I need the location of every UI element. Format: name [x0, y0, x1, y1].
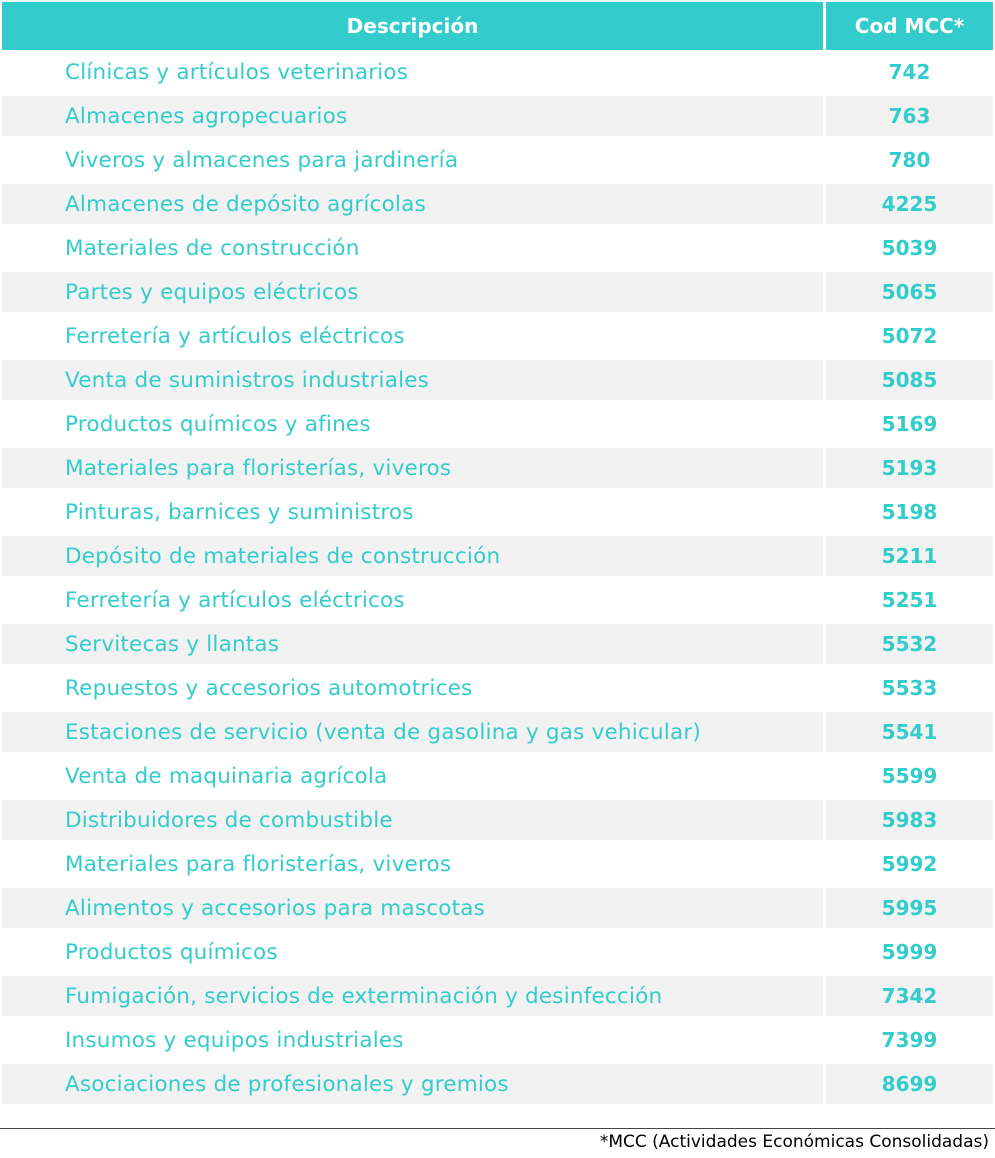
mcc-table	[2, 2, 993, 1108]
footnote: *MCC (Actividades Económicas Consolidadas)	[599, 1132, 989, 1152]
row-description: Materiales de construcción	[2, 228, 826, 272]
row-description: Clínicas y artículos veterinarios	[2, 52, 826, 96]
row-code: 4225	[826, 184, 993, 228]
row-description: Asociaciones de profesionales y gremios	[2, 1064, 826, 1108]
row-code: 5072	[826, 316, 993, 360]
footer-divider	[0, 1128, 995, 1129]
row-code: 763	[826, 96, 993, 140]
table-row	[2, 272, 993, 316]
table-row	[2, 404, 993, 448]
table-row	[2, 624, 993, 668]
row-code: 742	[826, 52, 993, 96]
row-code: 5533	[826, 668, 993, 712]
table-row	[2, 184, 993, 228]
row-code: 5085	[826, 360, 993, 404]
row-code: 5983	[826, 800, 993, 844]
table-row	[2, 448, 993, 492]
row-description: Estaciones de servicio (venta de gasolina y gas vehicular)	[2, 712, 826, 756]
row-description: Servitecas y llantas	[2, 624, 826, 668]
table-row	[2, 712, 993, 756]
table-row	[2, 580, 993, 624]
row-code: 5193	[826, 448, 993, 492]
table-row	[2, 800, 993, 844]
header-code: Cod MCC*	[826, 2, 993, 52]
row-code: 5169	[826, 404, 993, 448]
row-description: Ferretería y artículos eléctricos	[2, 580, 826, 624]
table-row	[2, 52, 993, 96]
table-row	[2, 756, 993, 800]
header-description: Descripción	[2, 2, 826, 52]
table-row	[2, 360, 993, 404]
row-description: Fumigación, servicios de exterminación y desinfección	[2, 976, 826, 1020]
row-code: 8699	[826, 1064, 993, 1108]
row-description: Insumos y equipos industriales	[2, 1020, 826, 1064]
row-description: Venta de maquinaria agrícola	[2, 756, 826, 800]
row-description: Partes y equipos eléctricos	[2, 272, 826, 316]
table-row	[2, 888, 993, 932]
row-code: 5999	[826, 932, 993, 976]
row-code: 5599	[826, 756, 993, 800]
row-description: Materiales para floristerías, viveros	[2, 448, 826, 492]
row-description: Productos químicos y afines	[2, 404, 826, 448]
row-code: 5541	[826, 712, 993, 756]
row-code: 7342	[826, 976, 993, 1020]
table-row	[2, 668, 993, 712]
row-code: 5251	[826, 580, 993, 624]
row-description: Ferretería y artículos eléctricos	[2, 316, 826, 360]
row-code: 5995	[826, 888, 993, 932]
table-header-row	[2, 2, 993, 52]
table-row	[2, 536, 993, 580]
table-row	[2, 492, 993, 536]
table-row	[2, 96, 993, 140]
table-row	[2, 228, 993, 272]
row-code: 5992	[826, 844, 993, 888]
row-code: 5211	[826, 536, 993, 580]
table-row	[2, 1020, 993, 1064]
row-code: 5039	[826, 228, 993, 272]
row-description: Distribuidores de combustible	[2, 800, 826, 844]
table-row	[2, 316, 993, 360]
row-code: 5198	[826, 492, 993, 536]
row-description: Venta de suministros industriales	[2, 360, 826, 404]
table-row	[2, 844, 993, 888]
table-row	[2, 976, 993, 1020]
row-code: 5532	[826, 624, 993, 668]
row-description: Alimentos y accesorios para mascotas	[2, 888, 826, 932]
row-description: Materiales para floristerías, viveros	[2, 844, 826, 888]
row-description: Repuestos y accesorios automotrices	[2, 668, 826, 712]
row-code: 780	[826, 140, 993, 184]
row-description: Almacenes agropecuarios	[2, 96, 826, 140]
row-code: 7399	[826, 1020, 993, 1064]
table-row	[2, 932, 993, 976]
table-row	[2, 140, 993, 184]
row-description: Viveros y almacenes para jardinería	[2, 140, 826, 184]
table-row	[2, 1064, 993, 1108]
row-description: Pinturas, barnices y suministros	[2, 492, 826, 536]
row-description: Almacenes de depósito agrícolas	[2, 184, 826, 228]
row-description: Productos químicos	[2, 932, 826, 976]
row-description: Depósito de materiales de construcción	[2, 536, 826, 580]
row-code: 5065	[826, 272, 993, 316]
